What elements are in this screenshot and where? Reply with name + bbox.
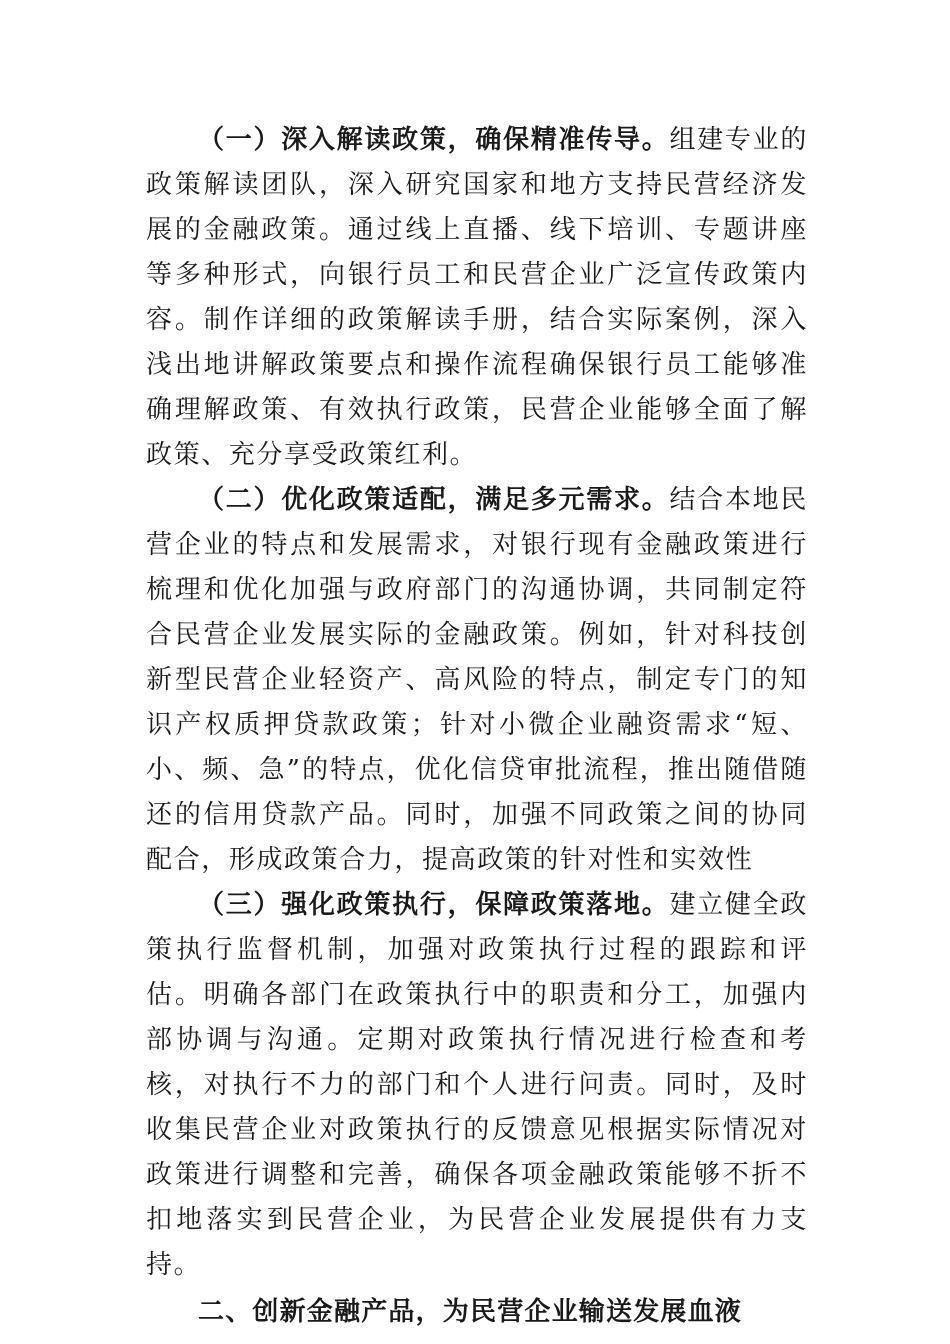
- paragraph-3-body: 建立健全政策执行监督机制，加强对政策执行过程的跟踪和评估。明确各部门在政策执行中的职责和分工，加强内部协调与沟通。定期对政策执行情况进行检查和考核，对执行不力的部门和个人进行问责。同时，及时收集民营企业对政策执行的反馈意见根据实际情况对政策进行调整和完善，确保各项金融政策能够不折不扣地落实到民营企业，为民营企业发展提供有力支持。: [146, 890, 808, 1280]
- paragraph-1-body: 组建专业的政策解读团队，深入研究国家和地方支持民营经济发展的金融政策。通过线上直播、线下培训、专题讲座等多种形式，向银行员工和民营企业广泛宣传政策内容。制作详细的政策解读手册，结合实际案例，深入浅出地讲解政策要点和操作流程确保银行员工能够准确理解政策、有效执行政策，民营企业能够全面了解政策、充分享受政策红利。: [146, 125, 808, 470]
- paragraph-3-lead: （三）强化政策执行，保障政策落地。: [198, 890, 670, 920]
- section-heading: 二、创新金融产品，为民营企业输送发展血液: [198, 1297, 743, 1327]
- paragraph-2-body: 结合本地民营企业的特点和发展需求，对银行现有金融政策进行梳理和优化加强与政府部门的沟通协调，共同制定符合民营企业发展实际的金融政策。例如，针对科技创新型民营企业轻资产、高风险的特点，制定专门的知识产权质押贷款政策；针对小微企业融资需求“短、小、频、急”的特点，优化信贷审批流程，推出随借随还的信用贷款产品。同时，加强不同政策之间的协同配合，形成政策合力，提高政策的针对性和实效性: [146, 485, 808, 875]
- paragraph-1: [146, 118, 808, 478]
- document-body: [146, 118, 808, 1335]
- paragraph-2: [146, 478, 808, 883]
- paragraph-2-lead: （二）优化政策适配，满足多元需求。: [198, 485, 670, 515]
- paragraph-3: [146, 883, 808, 1288]
- paragraph-1-lead: （一）深入解读政策，确保精准传导。: [198, 125, 670, 155]
